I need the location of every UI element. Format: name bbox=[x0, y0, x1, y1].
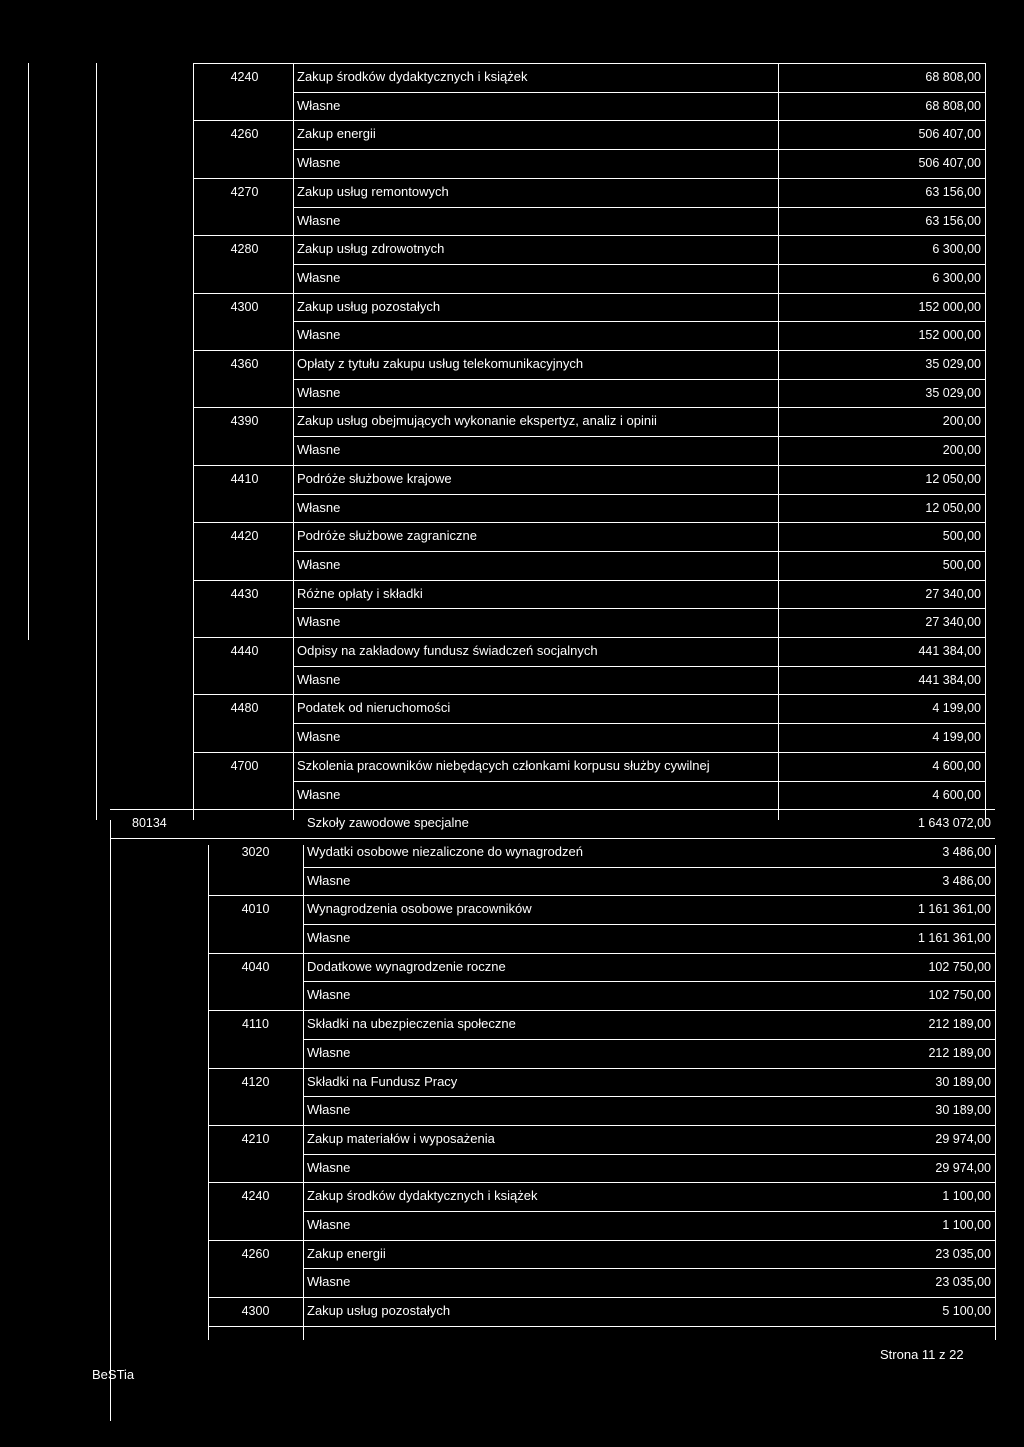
row-division bbox=[28, 494, 96, 522]
row-description: Podróże służbowe zagraniczne bbox=[297, 528, 477, 544]
row-division bbox=[28, 120, 96, 148]
row-paragraph: 4040 bbox=[241, 959, 270, 974]
row-separator bbox=[110, 809, 995, 810]
row-amount: 68 808,00 bbox=[925, 98, 981, 113]
row-division bbox=[28, 580, 96, 608]
table-row bbox=[0, 867, 1024, 895]
row-paragraph: 4410 bbox=[230, 471, 259, 486]
row-description: Podróże służbowe krajowe bbox=[297, 470, 452, 486]
row-amount: 6 300,00 bbox=[932, 242, 981, 257]
row-paragraph bbox=[196, 666, 293, 694]
row-description: Dodatkowe wynagrodzenie roczne bbox=[307, 958, 506, 974]
row-amount: 200,00 bbox=[942, 443, 981, 458]
row-amount: 506 407,00 bbox=[918, 156, 981, 171]
row-division bbox=[28, 723, 96, 751]
row-paragraph bbox=[196, 608, 293, 636]
table-row bbox=[0, 207, 1024, 235]
row-division bbox=[110, 1039, 208, 1067]
row-amount: 12 050,00 bbox=[925, 500, 981, 515]
row-division bbox=[28, 407, 96, 435]
table-row bbox=[0, 92, 1024, 120]
row-paragraph bbox=[208, 1039, 303, 1067]
table-row bbox=[0, 924, 1024, 952]
row-separator bbox=[208, 1326, 995, 1327]
row-division bbox=[110, 838, 208, 866]
row-division bbox=[28, 522, 96, 550]
row-paragraph: 4240 bbox=[230, 70, 259, 84]
row-paragraph: 4240 bbox=[241, 1189, 270, 1204]
row-description: Własne bbox=[297, 786, 341, 802]
row-paragraph bbox=[196, 92, 293, 120]
row-paragraph: 4440 bbox=[230, 644, 259, 658]
row-division bbox=[110, 924, 208, 952]
table-row bbox=[0, 149, 1024, 177]
row-division bbox=[110, 1096, 208, 1124]
row-paragraph bbox=[196, 207, 293, 235]
row-division bbox=[28, 321, 96, 349]
row-paragraph: 4430 bbox=[230, 586, 259, 601]
row-amount: 5 100,00 bbox=[942, 1304, 991, 1319]
row-description: Opłaty z tytułu zakupu usług telekomunikacyjnych bbox=[297, 356, 584, 371]
row-amount: 1 100,00 bbox=[942, 1218, 991, 1232]
table-row bbox=[0, 178, 1024, 206]
row-description: Zakup usług remontowych bbox=[297, 183, 449, 199]
row-amount: 200,00 bbox=[942, 414, 981, 429]
row-description: Własne bbox=[307, 1159, 351, 1175]
row-division bbox=[28, 694, 96, 722]
row-division bbox=[28, 752, 96, 780]
row-paragraph: 4480 bbox=[230, 701, 259, 716]
row-paragraph: 4210 bbox=[241, 1131, 270, 1146]
row-amount: 102 750,00 bbox=[928, 988, 991, 1003]
table-row bbox=[0, 1268, 1024, 1296]
row-division bbox=[28, 207, 96, 235]
row-paragraph bbox=[208, 809, 303, 837]
row-amount: 152 000,00 bbox=[918, 299, 981, 314]
row-description: Zakup środków dydaktycznych i książek bbox=[297, 69, 528, 84]
row-description: Własne bbox=[297, 556, 341, 572]
row-description: Wynagrodzenia osobowe pracowników bbox=[307, 901, 532, 917]
row-amount: 212 189,00 bbox=[928, 1017, 991, 1032]
row-division bbox=[28, 379, 96, 407]
row-division bbox=[28, 92, 96, 120]
row-description: Własne bbox=[307, 872, 351, 888]
row-description: Własne bbox=[297, 155, 341, 171]
row-division bbox=[110, 1240, 208, 1268]
row-amount: 1 161 361,00 bbox=[918, 902, 991, 917]
table-row bbox=[0, 321, 1024, 349]
row-description: Własne bbox=[307, 1102, 351, 1118]
row-paragraph: 4300 bbox=[230, 299, 259, 314]
row-amount: 1 100,00 bbox=[942, 1189, 991, 1204]
row-amount: 12 050,00 bbox=[925, 471, 981, 486]
row-description: Własne bbox=[297, 269, 341, 285]
table-row bbox=[0, 120, 1024, 148]
table-row bbox=[0, 1125, 1024, 1153]
row-division bbox=[28, 608, 96, 636]
table-row bbox=[0, 235, 1024, 263]
table-row bbox=[0, 895, 1024, 923]
row-description: Składki na Fundusz Pracy bbox=[307, 1073, 458, 1089]
row-division bbox=[28, 637, 96, 665]
row-description: Własne bbox=[297, 614, 341, 630]
row-paragraph bbox=[196, 149, 293, 177]
table-row bbox=[0, 723, 1024, 751]
table-row bbox=[0, 752, 1024, 780]
row-amount: 29 974,00 bbox=[935, 1160, 991, 1175]
row-paragraph bbox=[208, 981, 303, 1009]
row-division bbox=[28, 293, 96, 321]
row-amount: 63 156,00 bbox=[925, 213, 981, 228]
row-description: Własne bbox=[307, 930, 351, 945]
row-description: Własne bbox=[297, 327, 341, 343]
row-amount: 30 189,00 bbox=[935, 1103, 991, 1118]
row-description: Własne bbox=[297, 442, 341, 458]
row-amount: 500,00 bbox=[942, 557, 981, 572]
row-amount: 3 486,00 bbox=[942, 844, 991, 859]
row-paragraph: 4110 bbox=[242, 1017, 269, 1032]
row-amount: 506 407,00 bbox=[918, 127, 981, 142]
row-paragraph: 4280 bbox=[230, 242, 259, 257]
table-row bbox=[0, 666, 1024, 694]
table-row bbox=[0, 1068, 1024, 1096]
row-description: Własne bbox=[297, 499, 341, 515]
row-description: Własne bbox=[307, 1274, 351, 1290]
row-description: Różne opłaty i składki bbox=[297, 585, 423, 601]
row-description: Własne bbox=[297, 97, 341, 113]
row-description: Zakup materiałów i wyposażenia bbox=[307, 1130, 495, 1146]
row-description: Własne bbox=[297, 671, 341, 687]
row-paragraph: 4270 bbox=[230, 184, 259, 199]
row-amount: 1 161 361,00 bbox=[918, 931, 991, 945]
table-row bbox=[0, 838, 1024, 866]
row-division bbox=[110, 895, 208, 923]
row-paragraph bbox=[196, 781, 293, 809]
table-row bbox=[0, 1297, 1024, 1325]
table-row bbox=[0, 465, 1024, 493]
table-row bbox=[0, 809, 1024, 837]
row-separator bbox=[193, 63, 985, 64]
row-paragraph: 4260 bbox=[230, 127, 259, 142]
table-row bbox=[0, 981, 1024, 1009]
table-row bbox=[0, 608, 1024, 636]
row-paragraph bbox=[208, 1154, 303, 1182]
row-description: Zakup energii bbox=[307, 1245, 386, 1261]
row-description: Własne bbox=[297, 384, 341, 400]
row-paragraph bbox=[196, 551, 293, 579]
row-paragraph bbox=[196, 494, 293, 522]
row-paragraph: 4700 bbox=[230, 758, 259, 773]
row-amount: 35 029,00 bbox=[925, 357, 981, 371]
row-paragraph bbox=[208, 867, 303, 895]
row-paragraph bbox=[196, 436, 293, 464]
row-division bbox=[110, 1182, 208, 1210]
row-paragraph: 4120 bbox=[241, 1074, 270, 1089]
row-paragraph bbox=[196, 723, 293, 751]
row-paragraph bbox=[208, 1211, 303, 1239]
row-paragraph bbox=[196, 379, 293, 407]
row-amount: 212 189,00 bbox=[928, 1045, 991, 1060]
table-row bbox=[0, 293, 1024, 321]
row-paragraph: 4260 bbox=[241, 1246, 270, 1261]
row-division bbox=[28, 666, 96, 694]
row-amount: 441 384,00 bbox=[918, 644, 981, 658]
row-paragraph bbox=[208, 1268, 303, 1296]
row-division bbox=[110, 1268, 208, 1296]
row-description: Szkoły zawodowe specjalne bbox=[307, 815, 469, 831]
row-division bbox=[110, 953, 208, 981]
row-amount: 1 643 072,00 bbox=[918, 816, 991, 831]
table-row bbox=[0, 1154, 1024, 1182]
table-row bbox=[0, 551, 1024, 579]
table-row bbox=[0, 694, 1024, 722]
row-description: Zakup energii bbox=[297, 126, 376, 142]
table-row bbox=[0, 637, 1024, 665]
table-row bbox=[0, 1211, 1024, 1239]
row-amount: 27 340,00 bbox=[925, 586, 981, 601]
row-amount: 23 035,00 bbox=[935, 1275, 991, 1290]
row-division bbox=[110, 1297, 208, 1325]
row-paragraph: 4300 bbox=[241, 1304, 270, 1319]
table-row bbox=[0, 350, 1024, 378]
row-paragraph bbox=[208, 924, 303, 952]
table-row bbox=[0, 781, 1024, 809]
row-amount: 4 199,00 bbox=[932, 730, 981, 745]
table-row bbox=[0, 522, 1024, 550]
row-amount: 500,00 bbox=[942, 529, 981, 544]
row-division bbox=[28, 350, 96, 378]
row-division bbox=[28, 781, 96, 809]
row-paragraph: 4360 bbox=[230, 357, 259, 371]
row-separator bbox=[110, 838, 995, 839]
row-description: Wydatki osobowe niezaliczone do wynagrodzeń bbox=[307, 843, 583, 859]
row-description: Szkolenia pracowników niebędących członkami korpusu służby cywilnej bbox=[297, 757, 710, 773]
row-paragraph: 4420 bbox=[230, 529, 259, 544]
footer-left: BeSTia bbox=[92, 1367, 135, 1382]
row-amount: 441 384,00 bbox=[918, 672, 981, 687]
table-row bbox=[0, 264, 1024, 292]
row-division bbox=[28, 264, 96, 292]
row-division bbox=[110, 867, 208, 895]
row-description: Własne bbox=[297, 729, 341, 745]
row-amount: 3 486,00 bbox=[942, 873, 991, 888]
row-amount: 35 029,00 bbox=[925, 385, 981, 400]
table-row bbox=[0, 953, 1024, 981]
row-description: Własne bbox=[307, 987, 351, 1003]
row-description: Zakup usług pozostałych bbox=[307, 1303, 451, 1319]
row-description: Własne bbox=[297, 212, 341, 228]
row-division bbox=[110, 1211, 208, 1239]
row-amount: 4 600,00 bbox=[932, 758, 981, 773]
row-amount: 152 000,00 bbox=[918, 328, 981, 343]
row-division bbox=[28, 436, 96, 464]
row-paragraph: 3020 bbox=[241, 844, 270, 859]
row-description: Własne bbox=[307, 1044, 351, 1060]
row-division bbox=[110, 981, 208, 1009]
row-description: Własne bbox=[307, 1217, 351, 1232]
table-row bbox=[0, 1240, 1024, 1268]
row-description: Zakup środków dydaktycznych i książek bbox=[307, 1188, 538, 1204]
row-paragraph bbox=[196, 264, 293, 292]
row-division bbox=[28, 235, 96, 263]
table-row bbox=[0, 1096, 1024, 1124]
row-amount: 4 600,00 bbox=[932, 787, 981, 802]
row-division bbox=[110, 1068, 208, 1096]
row-paragraph: 4390 bbox=[230, 414, 259, 429]
row-division bbox=[28, 63, 96, 91]
page-number: Strona 11 z 22 bbox=[880, 1347, 964, 1362]
row-description: Zakup usług obejmujących wykonanie ekspertyz, analiz i opinii bbox=[297, 413, 657, 429]
table-row bbox=[0, 379, 1024, 407]
row-amount: 27 340,00 bbox=[925, 615, 981, 630]
table-row bbox=[0, 580, 1024, 608]
row-amount: 63 156,00 bbox=[925, 184, 981, 199]
row-amount: 30 189,00 bbox=[935, 1074, 991, 1089]
table-row bbox=[0, 436, 1024, 464]
row-division bbox=[110, 1010, 208, 1038]
row-division bbox=[28, 149, 96, 177]
table-row bbox=[0, 407, 1024, 435]
row-description: Odpisy na zakładowy fundusz świadczeń socjalnych bbox=[297, 643, 598, 658]
row-paragraph: 4010 bbox=[241, 902, 270, 917]
row-amount: 23 035,00 bbox=[935, 1246, 991, 1261]
row-division bbox=[110, 1125, 208, 1153]
row-division bbox=[28, 178, 96, 206]
row-description: Zakup usług zdrowotnych bbox=[297, 241, 445, 257]
row-description: Zakup usług pozostałych bbox=[297, 298, 441, 314]
table-row bbox=[0, 1182, 1024, 1210]
row-division bbox=[28, 551, 96, 579]
row-description: Składki na ubezpieczenia społeczne bbox=[307, 1016, 516, 1032]
row-amount: 4 199,00 bbox=[932, 701, 981, 716]
table-row bbox=[0, 63, 1024, 91]
row-division: 80134 bbox=[132, 816, 167, 831]
row-amount: 29 974,00 bbox=[935, 1131, 991, 1146]
table-row bbox=[0, 1010, 1024, 1038]
row-description: Podatek od nieruchomości bbox=[297, 700, 451, 716]
row-paragraph bbox=[196, 321, 293, 349]
table-row bbox=[0, 494, 1024, 522]
row-amount: 6 300,00 bbox=[932, 270, 981, 285]
table-row bbox=[0, 1039, 1024, 1067]
row-paragraph bbox=[208, 1096, 303, 1124]
row-division bbox=[28, 465, 96, 493]
row-amount: 68 808,00 bbox=[925, 70, 981, 84]
row-division bbox=[110, 1154, 208, 1182]
row-amount: 102 750,00 bbox=[928, 959, 991, 974]
